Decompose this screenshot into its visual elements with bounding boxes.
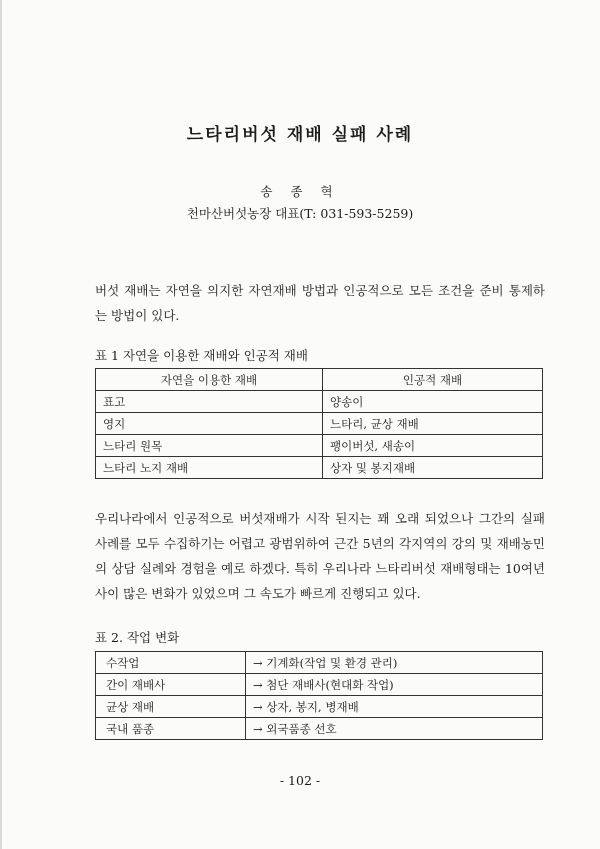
table-cell: 느타리 원목 (96, 435, 323, 457)
table-cell: 팽이버섯, 새송이 (323, 435, 543, 457)
table-header-cell: 자연을 이용한 재배 (96, 369, 323, 391)
page-number: - 102 - (279, 773, 321, 788)
table-cell: 국내 품종 (96, 718, 246, 740)
table-row (96, 674, 543, 696)
table-cell: → 상자, 봉지, 병재배 (246, 696, 543, 718)
table-cell: 영지 (96, 413, 323, 435)
table-row (96, 652, 543, 674)
table-cell: → 외국품종 선호 (246, 718, 543, 740)
table-row (96, 413, 543, 435)
table-cell: 상자 및 봉지재배 (323, 457, 543, 479)
table-cell: → 첨단 재배사(현대화 작업) (246, 674, 543, 696)
work-change-table (95, 651, 543, 740)
intro-paragraph: 버섯 재배는 자연을 의지한 자연재배 방법과 인공적으로 모든 조건을 준비 통제하는 방법이 있다. (95, 283, 545, 323)
table-cell: 수작업 (96, 652, 246, 674)
cultivation-comparison-table (95, 368, 543, 479)
table-cell: 양송이 (323, 391, 543, 413)
table-header-row (96, 369, 543, 391)
document-title: 느타리버섯 재배 실패 사례 (186, 125, 414, 145)
author-affiliation: 천마산버섯농장 대표(T: 031-593-5259) (186, 206, 414, 221)
table-cell: → 기계화(작업 및 환경 관리) (246, 652, 543, 674)
table-row (96, 457, 543, 479)
table-cell: 표고 (96, 391, 323, 413)
table-row (96, 391, 543, 413)
table-cell: 느타리 노지 재배 (96, 457, 323, 479)
table-cell: 균상 재배 (96, 696, 246, 718)
table1-caption: 표 1 자연을 이용한 재배와 인공적 재배 (95, 348, 308, 363)
table-row (96, 435, 543, 457)
history-paragraph: 우리나라에서 인공적으로 버섯재배가 시작 된지는 꽤 오래 되었으나 그간의 실패 사례를 모두 수집하기는 어렵고 광범위하여 근간 5년의 각지역의 강의 및 재배농민의 상담 실례와 경험을 예로 하겠다. 특히 우리나라 느타리버섯 재배형태는 10여년 사이 많은 변화가 있었으며 그 속도가 빠르게 진행되고 있다. (95, 511, 545, 601)
table-cell: 느타리, 균상 재배 (323, 413, 543, 435)
table-cell: 간이 재배사 (96, 674, 246, 696)
table-row (96, 718, 543, 740)
table-header-cell: 인공적 재배 (323, 369, 543, 391)
table2-caption: 표 2. 작업 변화 (95, 630, 180, 645)
author-name: 송 종 혁 (260, 184, 340, 199)
table-row (96, 696, 543, 718)
